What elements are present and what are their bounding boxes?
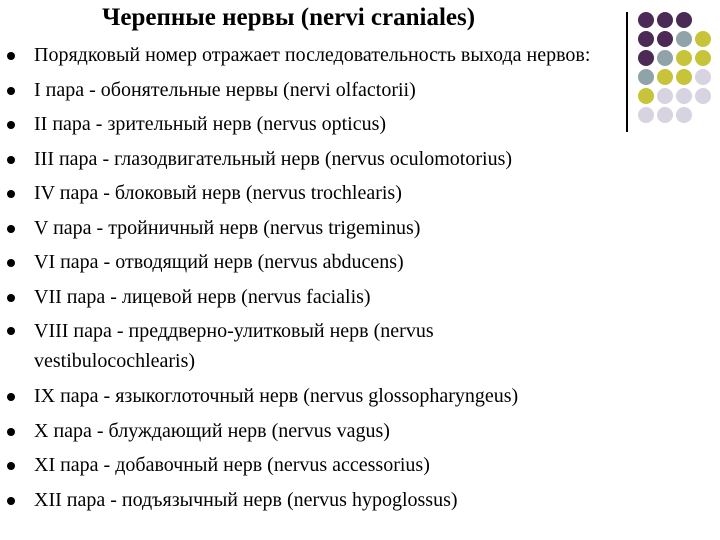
list-item [0,107,720,142]
list-item-text: X пара - блуждающий нерв (nervus vagus) [34,419,390,442]
list-item-text: Порядковый номер отражает последовательность выхода нервов: [34,44,591,66]
list-item-text: IX пара - языкоглоточный нерв (nervus glossopharyngeus) [34,385,519,407]
list-item-text: I пара - обонятельные нервы (nervi olfactorii) [34,78,416,101]
list-item [0,280,720,315]
bullet-dot-icon [7,462,15,470]
bullet-dot-icon [7,87,15,95]
bullet-dot-icon [7,327,15,335]
nerve-list [0,38,720,517]
bullet-dot-icon [7,393,15,401]
decorative-dot [676,12,692,28]
list-item-text: IV пара - блоковый нерв (nervus trochlearis) [34,182,402,204]
list-item [0,379,720,414]
list-item [0,245,720,280]
list-item [0,38,720,73]
bullet-dot-icon [7,294,15,302]
bullet-dot-icon [7,190,15,198]
list-item-text: VI пара - отводящий нерв (nervus abducens) [34,251,404,273]
list-item-text: V пара - тройничный нерв (nervus trigeminus) [34,216,421,239]
bullet-dot-icon [7,428,15,436]
list-item-text: VII пара - лицевой нерв (nervus facialis) [34,285,371,308]
list-item-text: vestibulocochlearis) [34,350,196,372]
list-item-text: VIII пара - преддверно-улитковый нерв (nervus [34,320,434,342]
bullet-dot-icon [7,156,15,164]
bullet-dot-icon [7,497,15,505]
list-item [0,176,720,211]
decorative-dot [657,12,673,28]
list-item-text: XII пара - подъязычный нерв (nervus hypoglossus) [34,488,458,511]
list-item [0,448,720,483]
list-item-text: XI пара - добавочный нерв (nervus accessorius) [34,454,430,476]
list-item-text: III пара - глазодвигательный нерв (nervus oculomotorius) [34,147,513,170]
decorative-dot [638,12,654,28]
slide-title: Черепные нервы (nervi craniales) [102,4,476,31]
list-item [0,483,720,518]
list-item [0,414,720,449]
bullet-dot-icon [7,225,15,233]
list-item [0,314,720,379]
bullet-dot-icon [7,52,15,60]
list-item-text: II пара - зрительный нерв (nervus opticus) [34,113,387,135]
list-item [0,211,720,246]
bullet-dot-icon [7,259,15,267]
bullet-dot-icon [7,121,15,129]
list-item [0,142,720,177]
list-item [0,73,720,108]
